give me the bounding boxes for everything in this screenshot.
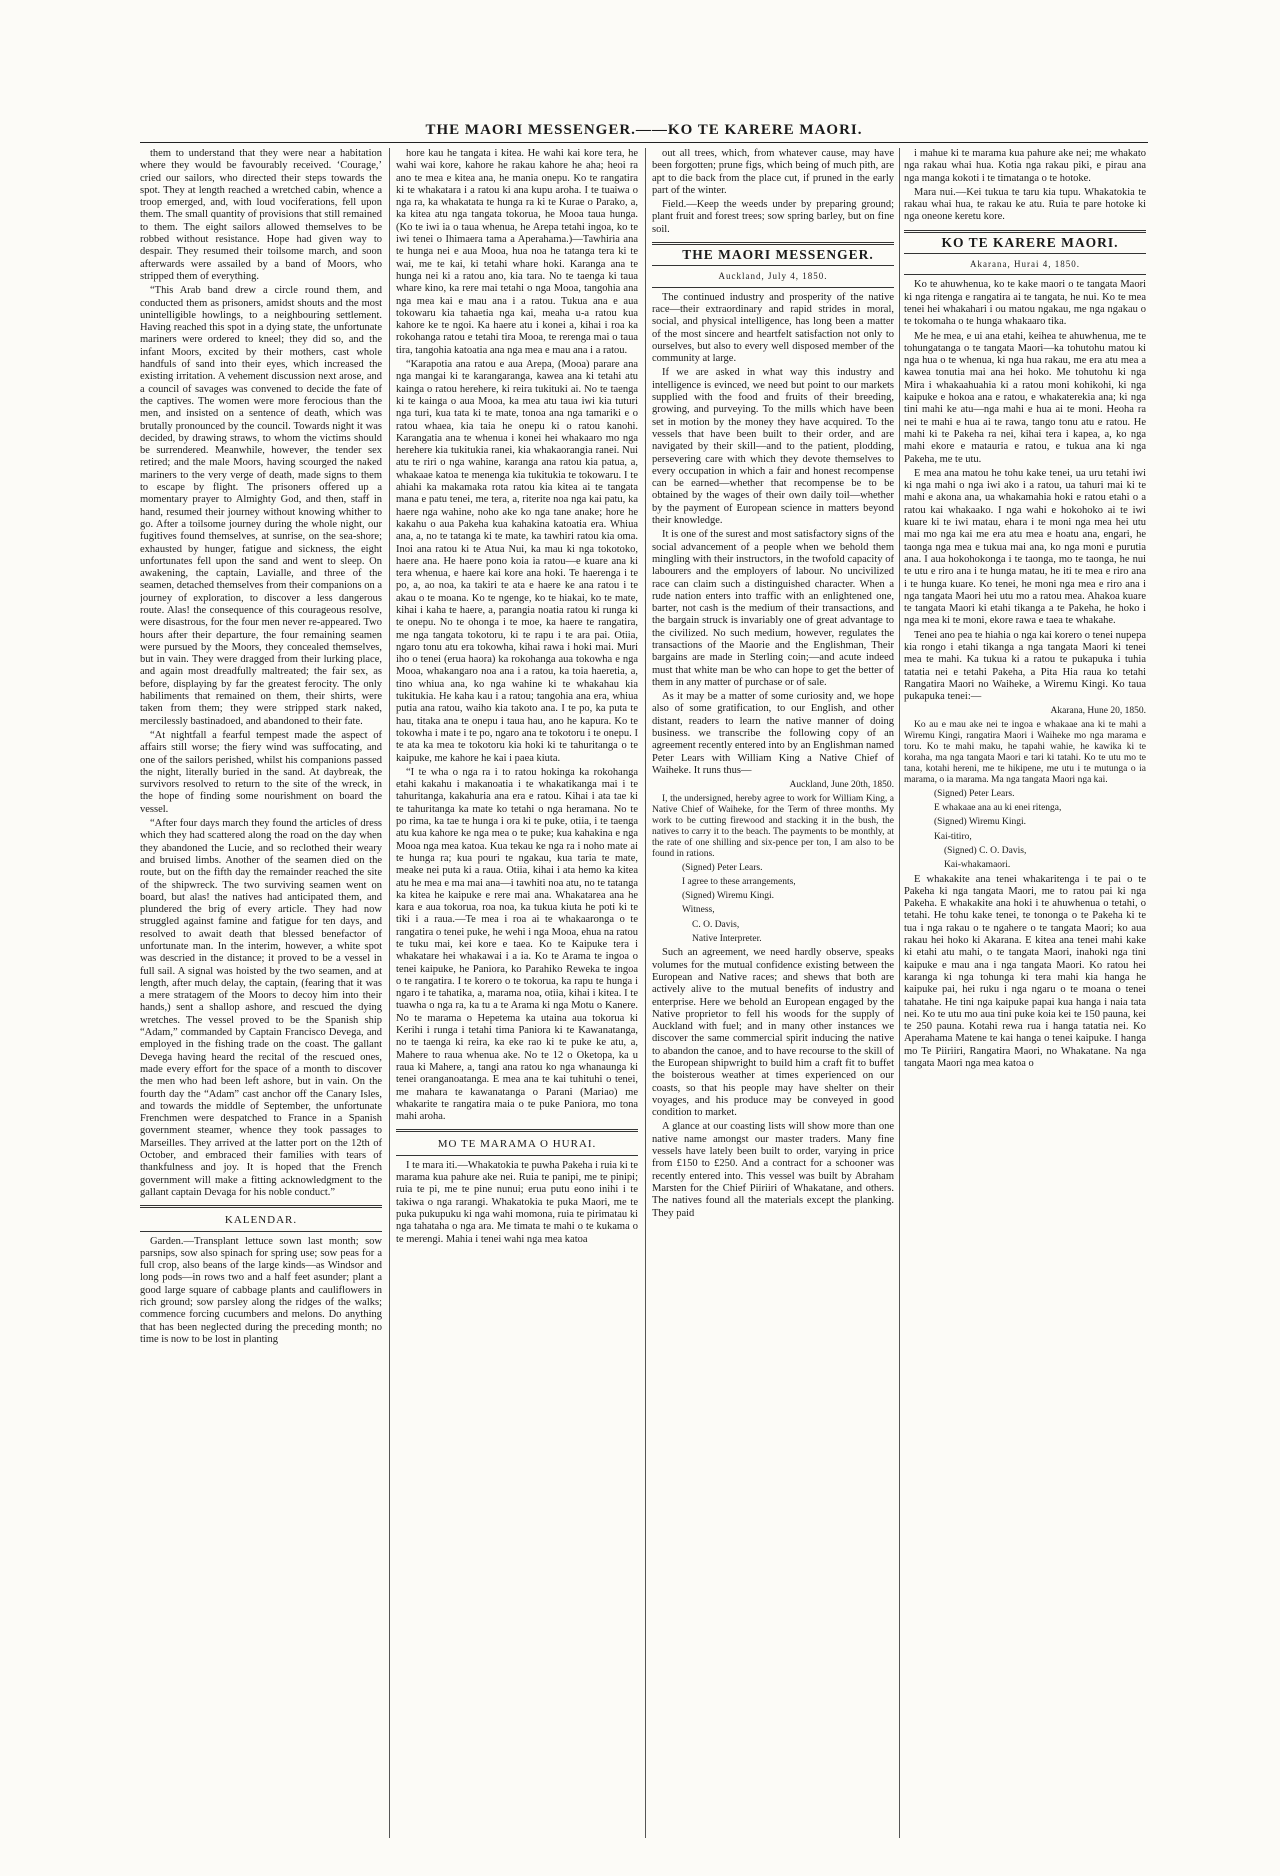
- article-paragraph: Tenei ano pea te hiahia o nga kai korero o tenei nupepa kia rongo i etahi tikanga a nga tangata Maori ki tenei mea te mahi. Ka tukua ki a ratou te pukapuka i tuhia tatatia nei e tetahi Pakeha, a Pita Hia raua ko tetahi Rangatira Maori no Waiheke, a Wiremu Kingi. Ko taua pukapuka tenei:—: [904, 629, 1146, 703]
- kalendar-continued: out all trees, which, from whatever cause, may have been forgotten; prune figs, which being of much pith, are apt to die back from the place cut, if pruned in the early part of the winter.: [652, 148, 894, 196]
- agreement-body: I, the undersigned, hereby agree to work for William King, a Native Chief of Waiheke, for the Term of three months. My work to be cutting firewood and stacking it in the bush, the natives to carry it to the beach. The payments to be monthly, at the rate of one shilling and six-pence per ton, I am also to be found in rations.: [652, 793, 894, 859]
- agreement-signature: (Signed) Peter Lears.: [682, 862, 763, 873]
- field-text: Field.—Keep the weeds under by preparing ground; plant fruit and forest trees; sow spring barley, but on fine soil.: [652, 199, 894, 235]
- agreement-signature: (Signed) Wiremu Kingi.: [682, 891, 775, 902]
- masthead: THE MAORI MESSENGER.——KO TE KARERE MAORI.: [425, 122, 863, 138]
- column-3: [652, 148, 894, 1838]
- article-paragraph: Me he mea, e ui ana etahi, keihea te ahuwhenua, me te tohungatanga o te tangata Maori—ka tohutohu matou ki nga hua o te whenua, ki nga hua rakau, me era atu mea a kawea tonutia mai ana hei hoko. Me tohutohu ki nga Mira i whakaahuahia ki a ratou moni kohikohi, ki nga kaipuke e hokoa ana e ratou, e whakaterekia ana; ki nga tini mahi ke atu—nga mahi e hua ai te moni. Heoha ra nei te mahi e hua ai te rawa, tango tonu atu e ratou. He mahi ki te Pakeha ra nei, kihai tera i kapea, a, ko nga mahi ekore e matauria e ratou, e tukua ana ki nga Pakeha, me te utu.: [904, 330, 1146, 465]
- article-paragraph: If we are asked in what way this industry and intelligence is evinced, we need but point to our markets supplied with the food and fruits of their breeding, growing, and purveying. To the mills which have been set in motion by the money they have acquired. To the vessels that have been built to their order, and are navigated by their skill—and to the patient, plodding, persevering care with which they devote themselves to every occupation in which a fair and honest recompense can be earned—whether that recompense be to be obtained by the wages of their own daily toil—whether by the payment of European science in matters beyond their knowledge.: [652, 367, 894, 527]
- agreement-signature: (Signed) Peter Lears.: [934, 788, 1015, 799]
- section-rule: [140, 1205, 382, 1208]
- column-divider: [389, 148, 390, 1838]
- masthead-rule: [140, 142, 1148, 143]
- column-1: [140, 148, 382, 1838]
- article-paragraph: hore kau he tangata i kitea. He wahi kai kore tera, he wahi wai kore, kahore he rakau kahore he aha; heoi ra ano te mea e kitea ana, he mania onepu. Ko te rangatira ki te whakatara i a ratou ki ana kupu aroha. I te tuaiwa o nga ra, ka whakatata te hunga ra ki te Kurae o Parako, a, ka kitea atu nga tangata tokorua, he Mooa taua hunga. (Ko te iwi ia o taua whenua, he Arepa tetahi ingoa, ko te iwi tenei o Ihimaera tama a Aperahama.)—Tawhiria ana te hunga nei e aua Mooa, hua noa he tatanga tera ki te wai, me te kai, ki tetahi whare hoki. Karanga ana te hunga nei ki a ratou ano, kia tara. No te taenga ki taua whare kino, ka rere mai tetahi o nga Mooa, tangohia ana nga mea kai e mau ana i a ratou. Tukua ana e aua tokowaru kia tahaetia nga kai, meaha u-a ratou kua kahore ke te ngoi. Ka haere atu i konei a, kihai i roa ka rokohanga ratou e tetahi tira Mooa, te rerenga mai o taua tira, tangohia katoatia ana nga mea e mau ana i a ratou.: [396, 148, 638, 356]
- section-rule: [652, 242, 894, 245]
- dateline: Akarana, Hurai 4, 1850.: [970, 259, 1080, 270]
- article-paragraph: “After four days march they found the articles of dress which they had scattered along the road on the day when they abandoned the Lucie, and so reclothed their weary and bruised limbs. Another of the seamen died on the route, but on the fifth day the remainder reached the site of the shipwreck. The two surviving seamen went on board, but alas! the natives had anticipated them, and plundered the brig of every article. They had now struggled against famine and fatigue for ten days, and resolved to await death that blessed benefactor of unfortunate man. In the interim, however, a white spot was descried in the distance; it proved to be a vessel in full sail. A signal was hoisted by the two seamen, and at length, after much delay, the captain, (fearing that it was a mere stratagem of the Moors to decoy him into their hands,) sent a shallop ashore, and rescued the dying wretches. The vessel proved to be the Spanish ship “Adam,” commanded by Captain Francisco Devega, and employed in the fishing trade on the coast. The gallant Devega having heard the recital of the rescued ones, made every effort for the space of a month to discover the men who had been left ashore, but in vain. On the fourth day the “Adam” cast anchor off the Canary Isles, and towards the middle of September, the unfortunate Frenchmen were despatched to France in a Spanish government steamer, whence they took passages to Marseilles. They arrived at the latter port on the 12th of October, and embraced their families with tears of thankfulness and joy. It is hoped that the French government will make a fitting acknowledgment to the gallant captain Devaga for his noble conduct.”: [140, 818, 382, 1198]
- section-rule: [904, 230, 1146, 233]
- section-rule: [396, 1129, 638, 1132]
- agreement-consent: E whakaae ana au ki enei ritenga,: [934, 803, 1062, 814]
- article-paragraph: The continued industry and prosperity of the native race—their extraordinary and rapid strides in moral, social, and physical intelligence, has long been a matter of the most sincere and heartfelt satisfaction not only to ourselves, but also to every well disposed member of the community at large.: [652, 291, 894, 365]
- dateline: Auckland, July 4, 1850.: [718, 271, 828, 282]
- article-paragraph: them to understand that they were near a habitation where they would be favourably received. ‘Courage,’ cried our sailors, who directed their steps towards the spot. They at length reached a wretched cabin, whence a troop emerged, and, with loud vociferations, fell upon them. The small quantity of provisions that still remained to them. The eight sailors allowed themselves to be robbed without resistance. Hope had given way to despair. They resumed their toilsome march, and soon afterwards were assailed by a band of Moors, who stripped them of everything.: [140, 148, 382, 282]
- article-paragraph: “Karapotia ana ratou e aua Arepa, (Mooa) parare ana nga mangai ki te karangaranga, kawea ana ki tetahi atu kainga o ratou herehere, ki reira tukituki ai. No te taenga ki te kainga o aua Mooa, ka mea atu taua iwi kia tuturi nga turi, kua tata ki te mate, tonoa ana nga tamariki e o ratou whaea, kia taia he onepu ki o ratou kanohi. Karangatia ana te whenua i konei hei whakaaro mo nga herehere kia tukitukia ranei, kia whakaorangia ranei. Nui atu te riri o nga wahine, karanga ana ratou kia patua, a, whakaae katoa te menenga kia tukitukia te tokowaru. I te ahiahi ka makamaka rota ratou kia kitea ai te tangata mana e patu tenei, me tera, a, riterite noa nga kai patu, ka haere nga wahine, noho ake ko nga tane anake; hore he kakahu o aua Pakeha kua kahakina katoatia era. Whiua ana, a, no te tatanga ki te mate, ka tawhiri ratou kia oma. Inoi ana ratou ki te Atua Nui, ka mau ki nga tokotoko, haere ana. He haere pono koia ia ratou—e kuare ana ki tera whenua, e haere kai kore ana hoki. Te haerenga i te po, a, ao noa, ka takiri te ata e haere ke ana ratou i te akau o te moana. Ko te ngenge, ko te hiakai, ko te mate, kihai i kaha te haere, a, parangia noatia ratou ki runga ki te onepu. No te ohonga i te moe, ka haere te rangatira, me nga tangata tokotoru, ki te rapu i te ara pai. Otiia, ngaro tonu atu era tokowha, kihai rawa i hoki mai. Muri iho o tenei (erua haora) ka rokohanga aua tokowha e nga Mooa, whakangaro noa ana i a ratou, ka toia haeretia, a, tino whiua ana, ko nga wahine ki te whakahau kia tukitukia. He kaha kau i a ratou; tangohia ana era, whiua putia ana ratou, waiho kia takoto ana. I te po, ka puta te hau, titaka ana te onepu i taua hau, ano he kapura. Ko te tokowha i mate i te po, ngaro ana te tokotoru i te onepu. I te ata ka mea te tokotoru kia hoki ki te tahuritanga o te kaipuke, me kahore he kai i paea kiuta.: [396, 359, 638, 764]
- section-rule: [652, 265, 894, 266]
- article-paragraph: It is one of the surest and most satisfactory signs of the social advancement of a people when we behold them mingling with their instructors, in the twofold capacity of labourers and the employers of labour. No uncivilized race can claim such a distinguished character. When a rude nation enters into traffic with an enlightened one, barter, not cash is the medium of their transactions, and the bargain struck is invariably one of great advantage to the civilized. No such medium, however, regulates the transactions of the Maorie and the Englishman, Their bargains are made in Sterling coin;—and acute indeed must that white man be who can hope to get the better of them in any matter of purchase or of sale.: [652, 529, 894, 688]
- marama-continued: i mahue ki te marama kua pahure ake nei; me whakato nga rakau whai hua. Kotia nga rakau piki, e pirau ana nga manga kokoti i te timatanga o te hotoke.: [904, 148, 1146, 184]
- section-rule: [652, 287, 894, 288]
- article-paragraph: Ko te ahuwhenua, ko te kake maori o te tangata Maori ki nga ritenga e rangatira ai te tangata, he nui. Ko te mea tenei hei whakahari i ou matou ngakau, me nga ngakau o te tokomaha o te hunga whakaaro tika.: [904, 279, 1146, 328]
- section-rule: [140, 1231, 382, 1232]
- article-paragraph: “At nightfall a fearful tempest made the aspect of affairs still worse; the fiery wind was suffocating, and one of the sailors perished, whilst his companions passed the night, literally buried in the sand. At daybreak, the survivors resolved to return to the site of the wreck, in the hope of finding some nourishment on board the vessel.: [140, 729, 382, 815]
- article-paragraph: As it may be a matter of some curiosity and, we hope also of some gratification, to our English, and other distant, readers to learn the native manner of doing business. we transcribe the following copy of an agreement recently entered into by an Englishman named Peter Lears with William King a Native Chief of Waiheke. It runs thus—: [652, 691, 894, 776]
- agreement-date: Akarana, Hune 20, 1850.: [1050, 706, 1146, 717]
- section-rule: [904, 253, 1146, 254]
- agreement-witness: Witness,: [682, 905, 715, 916]
- kalendar-heading: KALENDAR.: [224, 1214, 298, 1227]
- mara-nui-text: Mara nui.—Kei tukua te taru kia tupu. Whakatokia te rakau whai hua, te rakau ke atu. Ruia te pare hotoke ki nga oneone keretu kore.: [904, 186, 1146, 223]
- article-paragraph: A glance at our coasting lists will show more than one native name amongst our master traders. Many fine vessels have lately been built to order, varying in price from £150 to £250. And a contract for a schooner was recently entered into. This vessel was built by Abraham Marsten for the Chief Piiriiri of Whakatane, and others. The natives found all the materials except the planking. They paid: [652, 1121, 894, 1219]
- column-4: [904, 148, 1146, 1838]
- column-2: [396, 148, 638, 1838]
- agreement-witness-role: Kai-whakamaori.: [944, 860, 1011, 871]
- agreement-witness: Kai-titiro,: [934, 831, 972, 842]
- marama-text: I te mara iti.—Whakatokia te puwha Pakeha i ruia ki te marama kua pahure ake nei. Ruia te panipi, me te pinipi; ruia te pi, me te pine nunui; erua putu eono inihi i te takiwa o nga rarangi. Whakatokia te puka Maori, me te puka pukupuku ki nga wahi momona, ruia te pirimatau ki nga tahataha o nga ara. Me timata te mahi o te kukama o te merengi. Mahia i tenei wahi nga mea katoa: [396, 1159, 638, 1245]
- article-paragraph: “I te wha o nga ra i to ratou hokinga ka rokohanga etahi kakahu i makanoatia i te whakatikanga mai i te tahuritanga, kakahuria ana era e ratou. Kihai i ata tae ki te tahuritanga ka mate ko tetahi o nga heramana. No te po rima, ka tae te hunga i ora ki te puke, otiia, i te taenga atu kua kahore ke nga mea o te puke; kua kahakina e nga Mooa nga mea katoa. Kua tekau ke nga ra i noho mate ai te hunga ra; kua pouri te ngakau, kua taria te mate, meake nei puta ki a raua. Otiia, kihai i ata hemo ka kitea atu he mea e ma mai ana—i tawhiti noa atu, no te tatanga ka kitea he kaipuke e rere mai ana. Whakatarea ana he kara e aua tokorua, roa noa, ka tukua kiuta he poti ki te tiki i a raua.—Te mea i roa ai te whakaaronga o te rangatira o tenei puke, he wehi i nga Mooa, ehua na ratou te tuku mai, kei kore e taea. Ko te Kaipuke tera i whakatare hei whakawai i a ia. Ko te Arama te ingoa o tenei kaipuke, he Paniora, ko Parahiko Reweka te ingoa o te rangatira. I te korero o te tokorua, ka rapu te hunga i ngaro i te tahatika, a, marama noa, otiia, kihai i kitea. I te tuawha o nga ra, ka tu a te Arama ki nga Motu o Kanere. No te marama o Hepetema ka utaina aua tokorua ki Kerihi i runga i tetahi tima Paniora ki te Kawanatanga, no te taenga ki reira, ka eke rao ki te puke ke atu, a, Mahere to raua whenua ake. No te 12 o Oketopa, ka u raua ki Mahere, a, tangi ana ratou ko nga whanaunga ki tenei oranganoatanga. E mea ana te kai tuhituhi o tenei, me mahara te kawanatanga o Parani (Mariao) me whakarite te rangatira maia o te puke Paniora, mo tona mahi aroha.: [396, 766, 638, 1123]
- agreement-witness-name: (Signed) C. O. Davis,: [944, 845, 1027, 856]
- agreement-witness-name: C. O. Davis,: [692, 919, 740, 930]
- agreement-body: Ko au e mau ake nei te ingoa e whakaae ana ki te mahi a Wiremu Kingi, rangatira Maori i Waiheke mo nga marama e toru. Ko te mahi maku, he tapahi wahie, he kawika ki te koraha, ma nga tangata Maori e tari ki tatahi. Ko te utu mo te tana, kotahi hereni, me te hikipene, me utu i te mutunga o ia marama, o ia marama. Ma nga tangata Maori nga kai.: [904, 719, 1146, 785]
- article-paragraph: “This Arab band drew a circle round them, and conducted them as prisoners, amidst shouts and the most unintelligible howlings, to a neighbouring settlement. Having reached this spot in a dying state, the unfortunate mariners were ordered to kneel; they did so, and the infant Moors, excited by their mothers, cast whole handfuls of sand into their eyes, which increased the existing irritation. A vehement discussion next arose, and a council of savages was convened to decide the fate of the captives. The women were more ferocious than the men, and insisted on a sentence of death, which was brutally pronounced by the council. Towards night it was decided, by drawing straws, to whom the victims should be surrendered. Meanwhile, however, the tender sex retired; and the male Moors, having scourged the naked mariners to the very verge of death, made signs to them to escape by flight. The prisoners offered up a momentary prayer to Almighty God, and then, staff in hand, resumed their journey without knowing whither to go. After a toilsome journey during the whole night, our fugitives found themselves, at sunrise, on the sea-shore; exhausted by hunger, fatigue and sickness, the eight unfortunates fell upon the sand and went to sleep. On awakening, the captain, Lavialle, and three of the seamen, detached themselves from their companions on a journey of exploration, to discover a less dangerous route. Alas! the consequence of this courageous resolve, were disastrous, for the four men never re-appeared. Two hours after their departure, the four remaining seamen were pursued by the Moors, they concealed themselves, but in vain. They were dragged from their lurking place, and again most dreadfully maltreated; the fair sex, as before, displaying by far the greatest ferocity. The only habiliments that remained on them, their shirts, were taken from them; they were stripped stark naked, mercilessly bastinadoed, and abandoned to their fate.: [140, 285, 382, 727]
- section-rule: [904, 274, 1146, 275]
- article-paragraph: Such an agreement, we need hardly observe, speaks volumes for the mutual confidence existing between the European and Native races; and shews that both are actively alive to the mutual benefits of industry and enterprise. Here we behold an European engaged by the Native proprietor to fell his woods for the supply of Auckland with fuel; and in many other instances we discover the same commercial spirit inducing the native to abandon the canoe, and to have recourse to the skill of the European shipwright to build him a craft fit to buffet the boisterous weather at times experienced on our coasts, so that his people may have shelter on their voyages, and his produce may be conveyed in good condition to market.: [652, 947, 894, 1119]
- agreement-signature: (Signed) Wiremu Kingi.: [934, 817, 1027, 828]
- marama-heading: MO TE MARAMA O HURAI.: [437, 1138, 597, 1151]
- agreement-witness-role: Native Interpreter.: [692, 934, 762, 945]
- agreement-date: Auckland, June 20th, 1850.: [789, 780, 894, 791]
- kalendar-text: Garden.—Transplant lettuce sown last month; sow parsnips, sow also spinach for spring use; sow peas for a full crop, also beans of the large kinds—as Windsor and long pods—in rows two and a half feet asunder; plant a good large square of cabbage plants and cauliflowers in rich ground; sow parsley along the ridges of the walks; commence forcing cucumbers and melons. Do anything that has been neglected during the preceding month; no time is now to be lost in planting: [140, 1235, 382, 1345]
- article-paragraph: E mea ana matou he tohu kake tenei, ua uru tetahi iwi ki nga mahi o nga iwi ako i a ratou, ua tahuri mai ki te mahi e akona ana, ua whakamahia hoki e ratou etahi o a ratou kai whakaako. I nga wahi e hokohoko ai te iwi kuare ki te iwi matau, ehara i te moni nga mea hei utu mai mo nga kai me era atu mea e hoatu ana, engari, he taonga nga mea e tukua mai ana, ko nga moni e purutia ana. I aua hokohokonga i te taonga, mo te taonga, he nui te utu e riro ana i te hunga matau, he iti te mea e riro ana i te hunga kuare. Ko tenei, he moni nga mea e riro ana i nga tangata Maori hei utu mo a ratou mea. Ahakoa kuare te tangata Maori ki etahi tikanga a te Pakeha, he hoko i nga mea ki te moni, ekore rawa e taea te whakahe.: [904, 467, 1146, 627]
- column-divider: [899, 148, 900, 1838]
- editorial-heading: THE MAORI MESSENGER.: [682, 247, 874, 263]
- editorial-heading-maori: KO TE KARERE MAORI.: [941, 234, 1119, 250]
- agreement-consent: I agree to these arrangements,: [682, 876, 796, 887]
- article-paragraph: E whakakite ana tenei whakaritenga i te pai o te Pakeha ki nga tangata Maori, me to ratou pai ki nga Pakeha. E whakakite ana hoki i te ahuwhenua o tetahi, o tetahi. He tohu kake tenei, te tononga o te Pakeha ki te tua i nga rakau o te ngahere o te tangata Maori; ko aua rakau hei hoko ki Akarana. E kitea ana tenei mahi kake ki etahi atu mahi, o te tangata Maori, inahoki nga tini kaipuke e mau ana i nga tangata Maori. Ko ratou hei karanga ki nga tohunga ki tera mahi kia hanga he kaipuke pai, hei ruku i nga ngaru o te moana o tenei tahatahe. He tini nga kaipuke papai kua hanga i naia tata nei. Ko te utu mo aua tini puke koia kei te 150 pauna, kei te 250 pauna. Kotahi rewa rua i hanga tatatia nei. Ko Aperahama Matene te kai hanga o tenei kaipuke. I hanga mo Te Piiriiri, Rangatira Maori, no Whakatane. Na nga tangata Maori nga mea katoa o: [904, 873, 1146, 1069]
- column-divider: [645, 148, 646, 1838]
- section-rule: [396, 1155, 638, 1156]
